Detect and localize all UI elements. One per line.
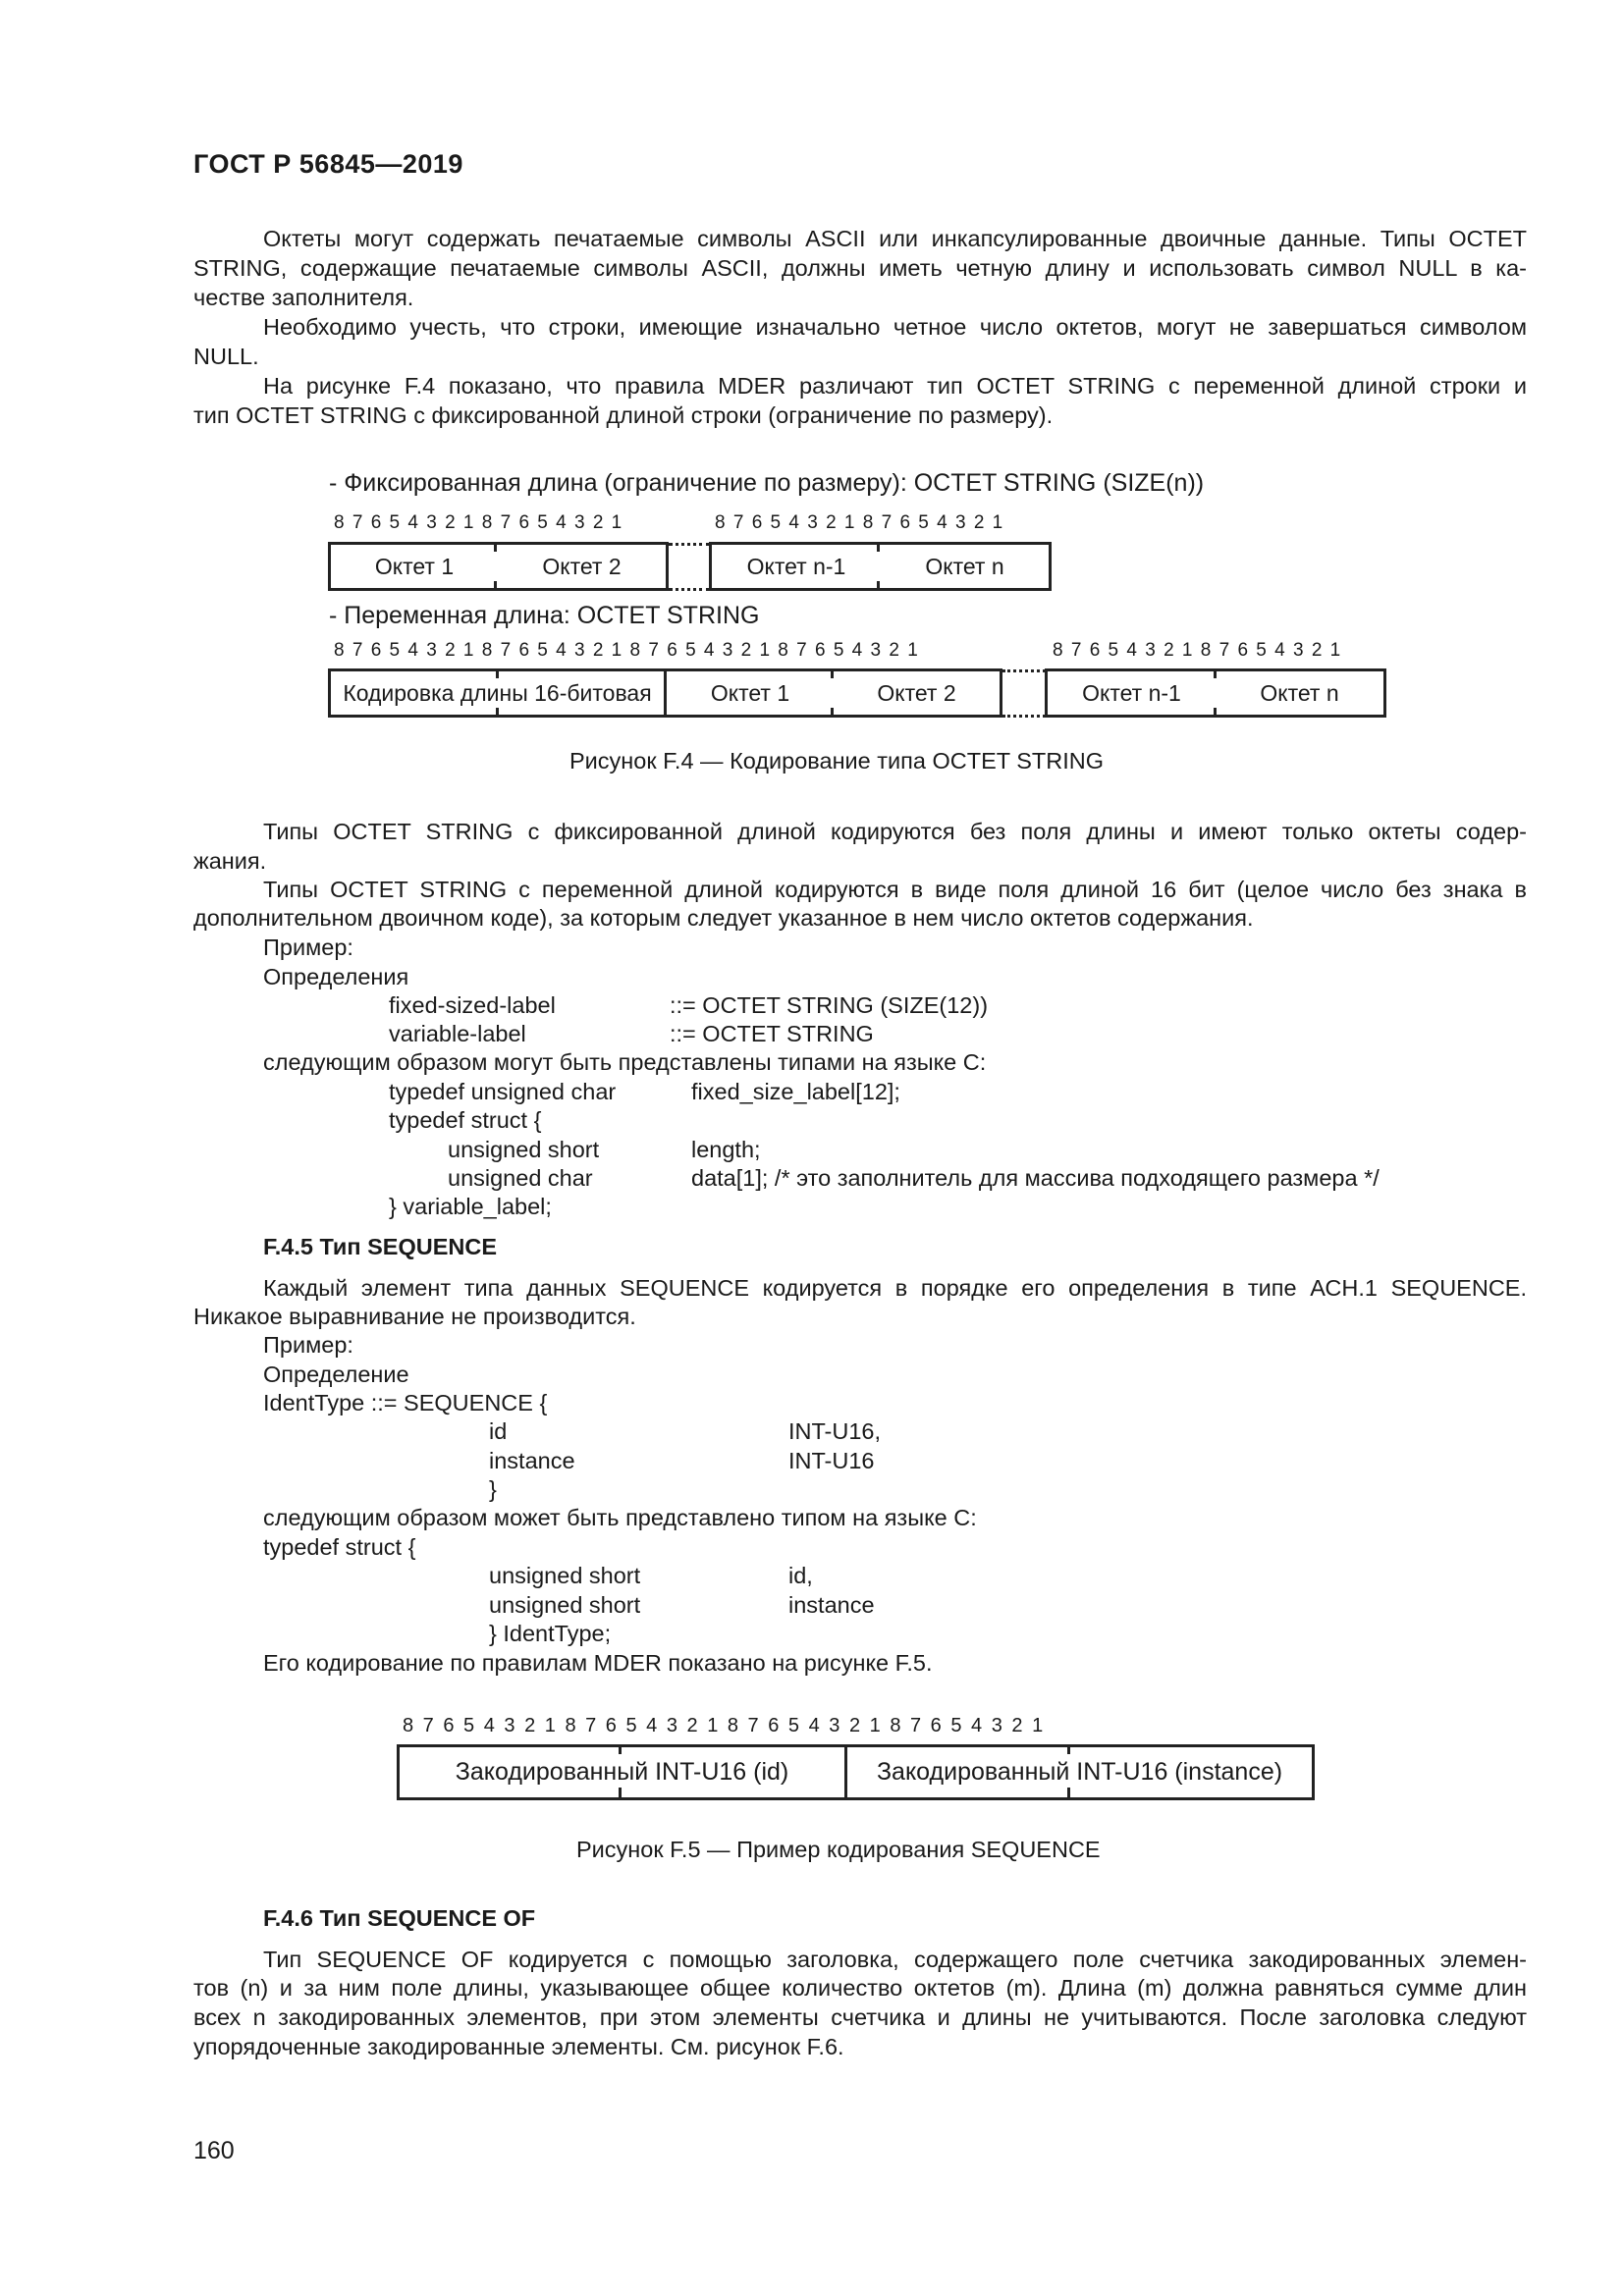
fixed-bits-left: 8 7 6 5 4 3 2 1 8 7 6 5 4 3 2 1 [334, 512, 623, 533]
def-name: fixed-sized-label [389, 992, 556, 1018]
variable-bits-left: 8 7 6 5 4 3 2 1 8 7 6 5 4 3 2 1 8 7 6 5 4 3 2 1 8 7 6 5 4 3 2 1 [334, 640, 918, 661]
body-line: Каждый элемент типа данных SEQUENCE кодируется в порядке его определения в типе АСН.1 SEQUENCE. [263, 1275, 1527, 1301]
code-line: IdentType ::= SEQUENCE { [263, 1390, 548, 1415]
example-label: Пример: [263, 934, 353, 960]
body-line: дополнительном двоичном коде), за которым следует указанное в нем число октетов содержания. [193, 905, 1254, 931]
octet-divider-tick [831, 708, 834, 718]
octet-divider-tick [1067, 1788, 1070, 1797]
sequence-bits: 8 7 6 5 4 3 2 1 8 7 6 5 4 3 2 1 8 7 6 5 4 3 2 1 8 7 6 5 4 3 2 1 [403, 1715, 1044, 1736]
body-line: Тип SEQUENCE OF кодируется с помощью заголовка, содержащего поле счетчика закодированных элемен- [263, 1947, 1527, 1972]
figure-reference: Его кодирование по правилам MDER показано на рисунке F.5. [263, 1650, 933, 1676]
definitions-label: Определения [263, 964, 409, 989]
octet-cell: Октет 1 [374, 553, 455, 579]
code-line: typedef unsigned char [389, 1079, 617, 1104]
section-heading-f45: F.4.5 Тип SEQUENCE [263, 1234, 497, 1259]
octet-cell: Октет 2 [877, 679, 956, 706]
ellipsis-dots [1002, 669, 1046, 672]
code-line: data[1]; /* это заполнитель для массива подходящего размера */ [691, 1165, 1380, 1191]
length-field-cell: Кодировка длины 16-битовая [343, 679, 652, 706]
octet-divider-tick [494, 581, 497, 591]
body-line: Типы OCTET STRING с фиксированной длиной кодируются без поля длины и имеют только октеты содер- [263, 819, 1527, 844]
body-line: всех n закодированных элементов, при этом элементы счетчика и длины не учитываются. После заголовка следуют [193, 2004, 1527, 2030]
field-type: unsigned short [489, 1592, 641, 1618]
octet-divider-tick [1214, 708, 1217, 718]
body-line: Никакое выравнивание не производится. [193, 1304, 636, 1329]
octet-divider-tick [619, 1788, 622, 1797]
def-value: ::= OCTET STRING [670, 1021, 874, 1046]
field-type: INT-U16 [788, 1448, 875, 1473]
def-name: variable-label [389, 1021, 526, 1046]
field-name: id, [788, 1563, 813, 1588]
body-line: Типы OCTET STRING с переменной длиной кодируются в виде поля длиной 16 бит (целое число без знака в [263, 877, 1527, 902]
page-number: 160 [193, 2137, 235, 2164]
intro-line: Необходимо учесть, что строки, имеющие изначально четное число октетов, могут не завершаться символом [263, 314, 1527, 340]
intro-line: честве заполнителя. [193, 285, 414, 310]
figure-f5-caption: Рисунок F.5 — Пример кодирования SEQUENCE [576, 1837, 1101, 1862]
field-type: unsigned short [489, 1563, 641, 1588]
sequence-box [397, 1744, 1315, 1800]
octet-divider-tick [877, 542, 880, 552]
section-heading-f46: F.4.6 Тип SEQUENCE OF [263, 1905, 536, 1931]
document-header: ГОСТ Р 56845—2019 [193, 149, 463, 179]
octet-cell: Октет n [1260, 679, 1339, 706]
code-line: unsigned short [448, 1137, 600, 1162]
code-line: fixed_size_label[12]; [691, 1079, 900, 1104]
ellipsis-dots [669, 543, 710, 546]
intro-line: тип OCTET STRING с фиксированной длиной строки (ограничение по размеру). [193, 402, 1054, 428]
octet-divider-tick [877, 581, 880, 591]
octet-divider-tick [831, 668, 834, 678]
body-line: тов (n) и за ним поле длины, указывающее общее количество октетов (m). Длина (m) должна равняться сумме длин [193, 1975, 1527, 2001]
fixed-bits-right: 8 7 6 5 4 3 2 1 8 7 6 5 4 3 2 1 [715, 512, 1003, 533]
sequence-cell-id: Закодированный INT-U16 (id) [455, 1758, 789, 1786]
octet-divider-tick [496, 668, 499, 678]
body-line: упорядоченные закодированные элементы. См. рисунок F.6. [193, 2034, 844, 2059]
octet-divider-tick [1067, 1744, 1070, 1754]
octet-cell: Октет n [925, 553, 1004, 579]
code-line: unsigned char [448, 1165, 593, 1191]
fixed-octets-box-left [328, 542, 669, 591]
field-name: instance [788, 1592, 875, 1618]
octet-cell: Октет 1 [710, 679, 790, 706]
sequence-cell-instance: Закодированный INT-U16 (instance) [876, 1758, 1283, 1786]
intro-line: STRING, содержащие печатаемые символы ASCII, должны иметь четную длину и использовать символ NULL в ка- [193, 255, 1527, 281]
code-line: } IdentType; [489, 1621, 612, 1646]
fixed-length-title: - Фиксированная длина (ограничение по размеру): OCTET STRING (SIZE(n)) [329, 469, 1205, 497]
body-line: жания. [193, 848, 267, 874]
fixed-octets-box-right [709, 542, 1052, 591]
variable-octets-box-left [328, 668, 1002, 718]
ellipsis-dots [1002, 715, 1046, 718]
field-name: id [489, 1418, 508, 1444]
definition-label: Определение [263, 1362, 409, 1387]
octet-cell: Октет n-1 [1082, 679, 1181, 706]
c-intro: следующим образом могут быть представлены типами на языке С: [263, 1049, 987, 1075]
octet-divider-tick [619, 1744, 622, 1754]
octet-divider-tick [496, 708, 499, 718]
octet-cell: Октет 2 [542, 553, 622, 579]
intro-line: NULL. [193, 344, 259, 369]
variable-bits-right: 8 7 6 5 4 3 2 1 8 7 6 5 4 3 2 1 [1053, 640, 1341, 661]
field-name: instance [489, 1448, 575, 1473]
code-line: } variable_label; [389, 1194, 552, 1219]
octet-divider-tick [1214, 668, 1217, 678]
intro-line: На рисунке F.4 показано, что правила MDER различают тип OCTET STRING с переменной длиной строки и [263, 373, 1527, 399]
example-label: Пример: [263, 1332, 353, 1358]
variable-length-title: - Переменная длина: OCTET STRING [329, 602, 760, 629]
octet-divider-tick [494, 542, 497, 552]
code-line: typedef struct { [263, 1534, 416, 1560]
ellipsis-dots [669, 588, 710, 591]
octet-cell: Октет n-1 [746, 553, 846, 579]
intro-line: Октеты могут содержать печатаемые символы ASCII или инкапсулированные двоичные данные. Типы OCTET [263, 226, 1527, 251]
def-value: ::= OCTET STRING (SIZE(12)) [670, 992, 989, 1018]
code-line: length; [691, 1137, 761, 1162]
field-type: INT-U16, [788, 1418, 882, 1444]
code-line: } [489, 1476, 497, 1502]
c-intro: следующим образом может быть представлено типом на языке С: [263, 1505, 977, 1530]
figure-f4-caption: Рисунок F.4 — Кодирование типа OCTET STRING [569, 748, 1105, 774]
code-line: typedef struct { [389, 1107, 542, 1133]
